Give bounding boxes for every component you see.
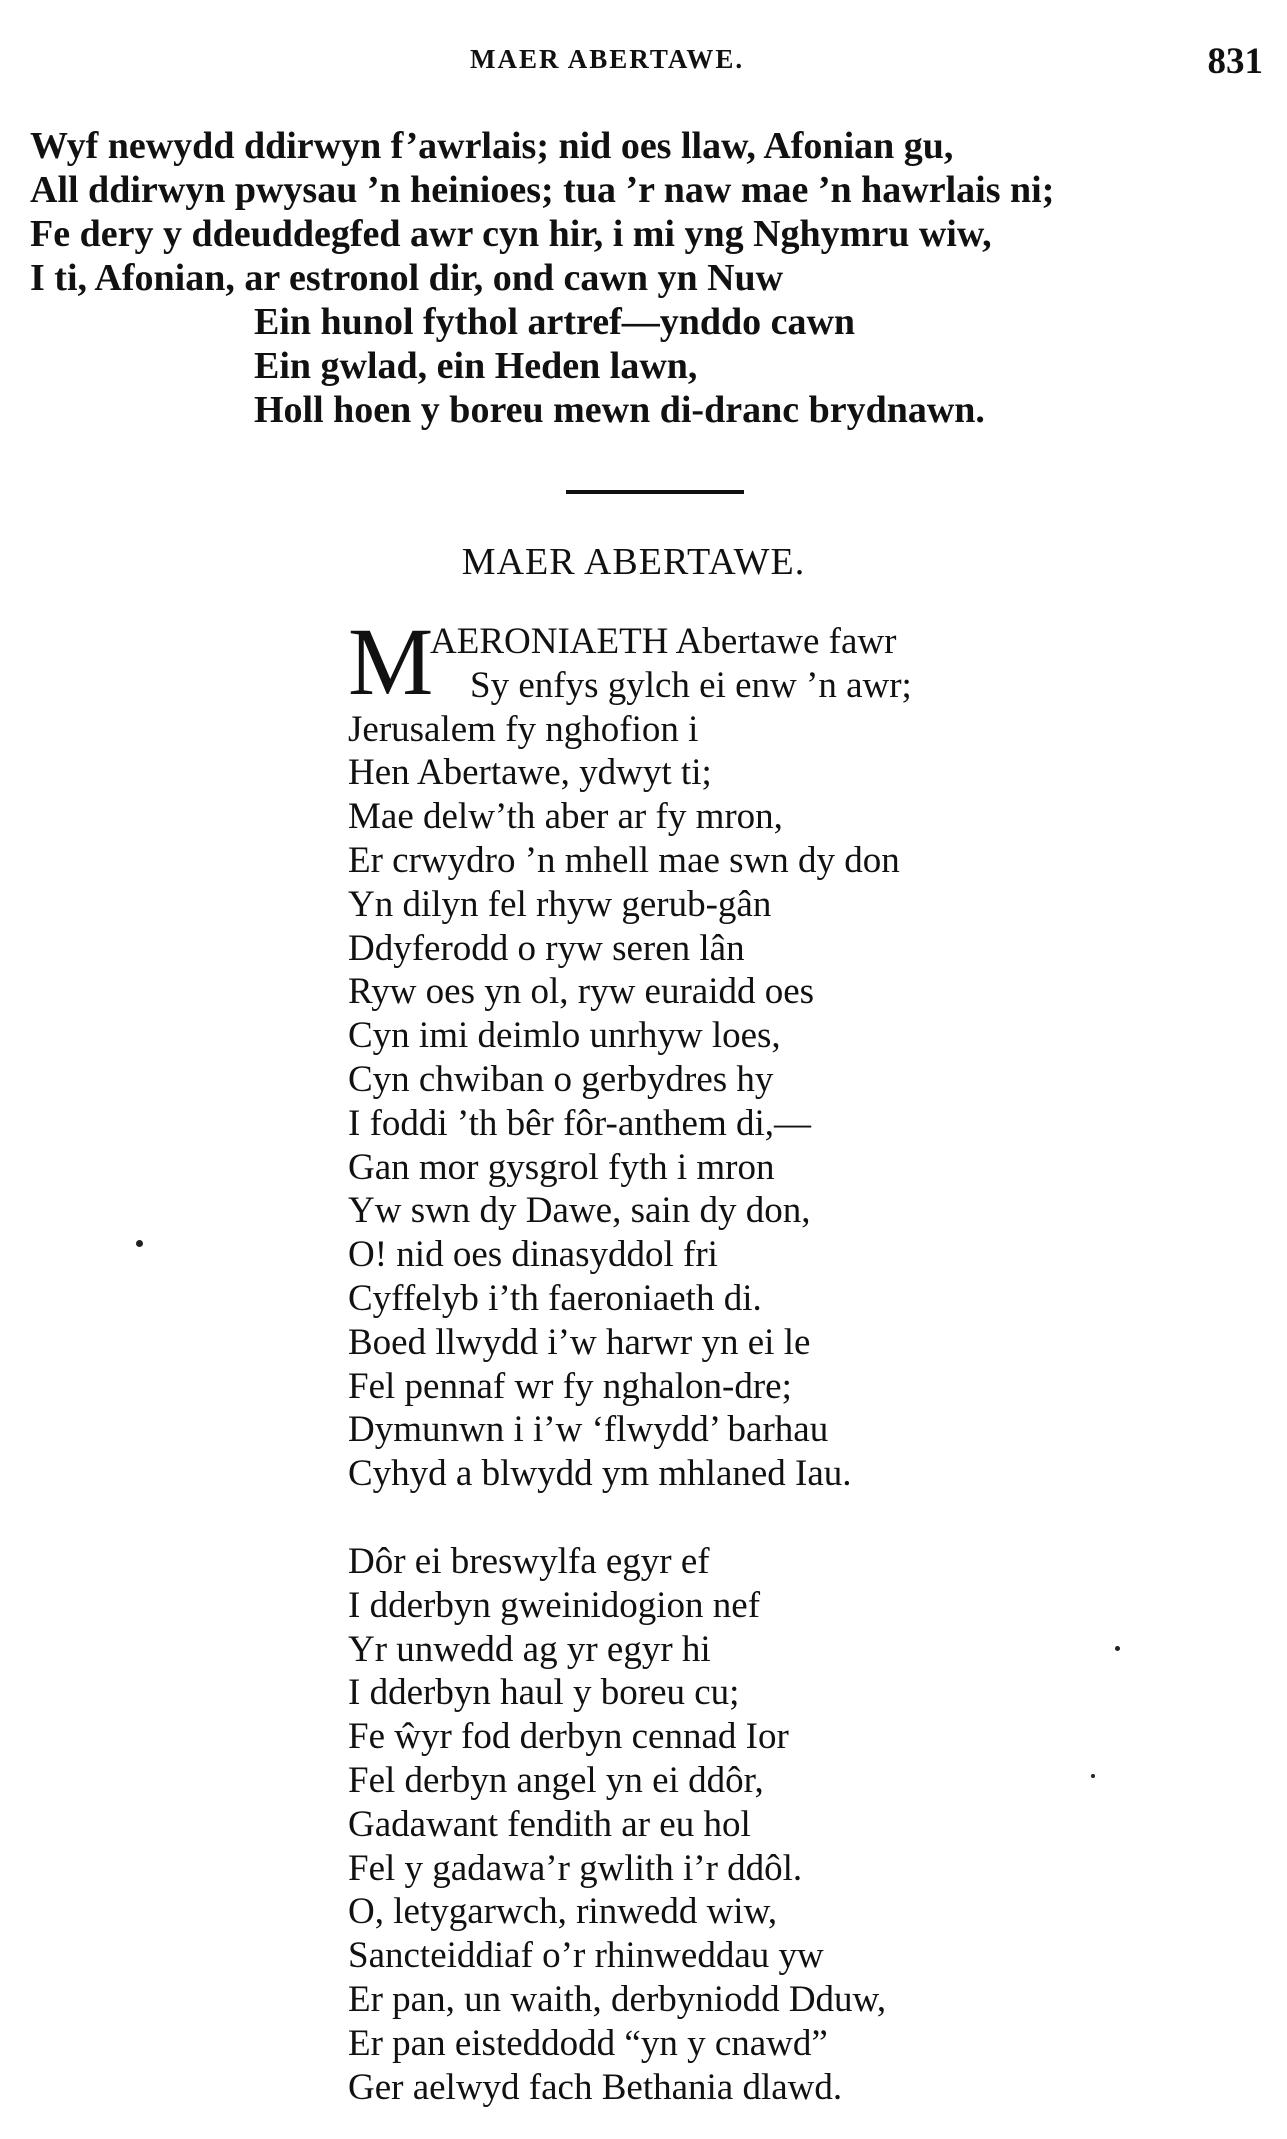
print-speck xyxy=(136,1240,143,1247)
verse-line: Yr unwedd ag yr egyr hi xyxy=(348,1628,711,1670)
verse-line: Fel derbyn angel yn ei ddôr, xyxy=(348,1759,764,1801)
verse-line: Cyn imi deimlo unrhyw loes, xyxy=(348,1015,781,1057)
running-head xyxy=(0,40,1287,80)
stanza-2 xyxy=(348,1540,912,2109)
verse-line: Er crwydro ’n mhell mae swn dy don xyxy=(348,839,900,881)
verse-line: Wyf newydd ddirwyn f’awrlais; nid oes llaw, Afonian gu, xyxy=(30,125,954,167)
verse-line: Hen Abertawe, ydwyt ti; xyxy=(348,752,712,794)
verse-line: Cyffelyb i’th faeroniaeth di. xyxy=(348,1277,762,1319)
verse-line: Fe ŵyr fod derbyn cennad Ior xyxy=(348,1716,789,1758)
verse-line: I foddi ’th bêr fôr-anthem di,— xyxy=(348,1102,812,1144)
verse-line: Boed llwydd i’w harwr yn ei le xyxy=(348,1321,811,1363)
verse-line: Gan mor gysgrol fyth i mron xyxy=(348,1146,775,1188)
verse-line: O, letygarwch, rinwedd wiw, xyxy=(348,1891,778,1933)
drop-cap: M xyxy=(348,608,434,715)
verse-line: O! nid oes dinasyddol fri xyxy=(348,1234,718,1276)
running-title: MAER ABERTAWE. xyxy=(470,44,745,74)
verse-line: Mae delw’th aber ar fy mron, xyxy=(348,796,783,838)
verse-line: Ryw oes yn ol, ryw euraidd oes xyxy=(348,971,815,1013)
section-divider xyxy=(566,490,744,494)
closing-stanza-previous-poem xyxy=(30,124,1054,432)
verse-line: Yn dilyn fel rhyw gerub-gân xyxy=(348,883,772,925)
verse-line: Gadawant fendith ar eu hol xyxy=(348,1803,751,1845)
verse-line: Fel pennaf wr fy nghalon-dre; xyxy=(348,1365,792,1407)
verse-line: Er pan eisteddodd “yn y cnawd” xyxy=(348,2022,828,2064)
first-line-rest: AERONIAETH Abertawe fawr xyxy=(430,621,897,662)
verse-line: Ein gwlad, ein Heden lawn, xyxy=(254,345,698,387)
page-number: 831 xyxy=(1207,41,1263,82)
verse-line: I dderbyn haul y boreu cu; xyxy=(348,1672,740,1714)
verse-line: Fel y gadawa’r gwlith i’r ddôl. xyxy=(348,1847,803,1889)
verse-line: I dderbyn gweinidogion nef xyxy=(348,1584,761,1626)
verse-line: All ddirwyn pwysau ’n heinioes; tua ’r naw mae ’n hawrlais ni; xyxy=(30,169,1055,211)
verse-line: Ger aelwyd fach Bethania dlawd. xyxy=(348,2066,843,2108)
verse-line: Dôr ei breswylfa egyr ef xyxy=(348,1540,710,1582)
verse-line: I ti, Afonian, ar estronol dir, ond cawn yn Nuw xyxy=(30,257,784,299)
print-speck xyxy=(1115,1646,1120,1651)
verse-line: Dymunwn i i’w ‘flwydd’ barhau xyxy=(348,1409,829,1451)
verse-line: Cyn chwiban o gerbydres hy xyxy=(348,1058,774,1100)
poem-title: MAER ABERTAWE. xyxy=(461,541,806,583)
verse-line: Holl hoen y boreu mewn di-dranc brydnawn. xyxy=(254,389,985,431)
verse-line: Fe dery y ddeuddegfed awr cyn hir, i mi yng Nghymru wiw, xyxy=(30,213,992,255)
verse-line: Yw swn dy Dawe, sain dy don, xyxy=(348,1190,811,1232)
verse-line: Er pan, un waith, derbyniodd Dduw, xyxy=(348,1978,887,2020)
poem-body xyxy=(348,608,912,2109)
verse-line: Sy enfys gylch ei enw ’n awr; xyxy=(470,664,912,706)
verse-line: Cyhyd a blwydd ym mhlaned Iau. xyxy=(348,1453,852,1495)
verse-line: Ddyferodd o ryw seren lân xyxy=(348,927,745,969)
stanza-1 xyxy=(348,608,912,1496)
verse-line: Jerusalem fy nghofion i xyxy=(348,708,699,750)
print-speck xyxy=(1091,1774,1095,1778)
verse-line: Sancteiddiaf o’r rhinweddau yw xyxy=(348,1935,824,1977)
verse-line: Ein hunol fythol artref—ynddo cawn xyxy=(254,301,856,343)
